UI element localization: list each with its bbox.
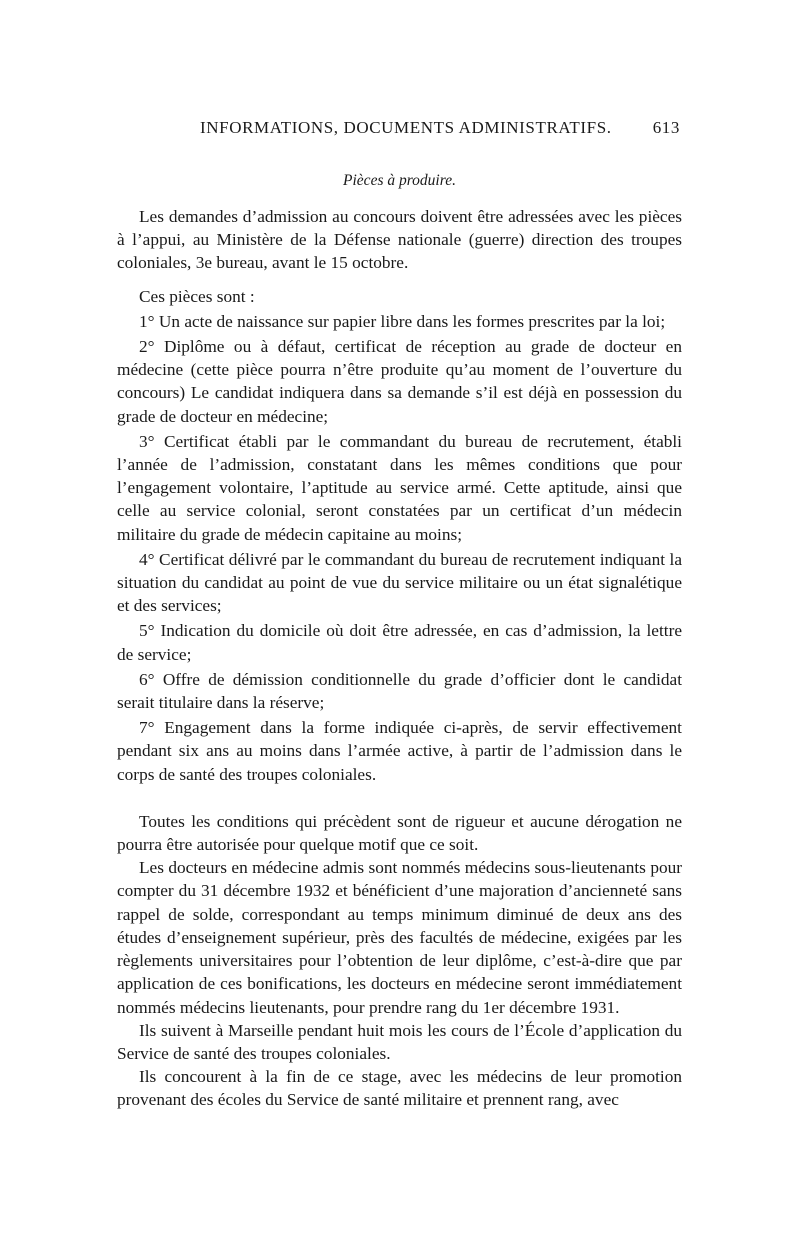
running-header	[117, 112, 682, 142]
body-paragraph-3: Ils suivent à Marseille pendant huit mois les cours de l’École d’application du Service de santé des troupes coloniales.	[117, 1020, 682, 1063]
body-paragraph-2: Les docteurs en médecine admis sont nommés médecins sous-lieutenants pour compter du 31 décembre 1932 et bénéficient d’une majoration d’ancienneté sans rappel de solde, correspondant au temps minimum diminué de deux ans des études d’enseignement supérieur, près des facultés de médecine, exigées par les règlements universitaires pour l’obtention de leur diplôme, c’est-à-dire que par application de ces bonifications, les docteurs en médecine seront immédiatement nommés médecins lieutenants, pour prendre rang du 1er décembre 1931.	[117, 858, 682, 1017]
list-item-7: 7° Engagement dans la forme indiquée ci-après, de servir effectivement pendant six ans au moins dans l’armée active, à partir de l’admission dans le corps de santé des troupes coloniales.	[117, 718, 682, 784]
list-item-3: 3° Certificat établi par le commandant du bureau de recrutement, établi l’année de l’admission, constatant dans les mêmes conditions que pour l’engagement volontaire, l’aptitude au service armé. Cette aptitude, ainsi que celle au service colonial, seront constatées par un certificat d’un médecin militaire du grade de médecin capitaine au moins;	[117, 431, 682, 544]
list-item-2: 2° Diplôme ou à défaut, certificat de réception au grade de docteur en médecine (cette pièce pourra n’être produite qu’au moment de l’ouverture du concours) Le candidat indiquera dans sa demande s’il est déjà en possession du grade de docteur en médecine;	[117, 337, 682, 426]
intro-paragraph: Les demandes d’admission au concours doivent être adressées avec les pièces à l’appui, au Ministère de la Défense nationale (guerre) direction des troupes coloniales, 3e bureau, avant le 15 octobre.	[117, 207, 682, 273]
list-item-1: 1° Un acte de naissance sur papier libre dans les formes prescrites par la loi;	[139, 311, 666, 331]
body-paragraph-1: Toutes les conditions qui précèdent sont de rigueur et aucune dérogation ne pourra être autorisée pour quelque motif que ce soit.	[117, 811, 682, 855]
header-title: INFORMATIONS, DOCUMENTS ADMINISTRATIFS.	[200, 118, 612, 137]
list-intro: Ces pièces sont :	[139, 286, 255, 306]
section-heading: Pièces à produire.	[343, 172, 456, 189]
list-item-5: 5° Indication du domicile où doit être adressée, en cas d’admission, la lettre de service;	[117, 621, 682, 664]
body-paragraph-4: Ils concourent à la fin de ce stage, avec les médecins de leur promotion provenant des écoles du Service de santé militaire et prennent rang, avec	[117, 1067, 682, 1110]
document-page	[117, 112, 682, 1112]
page-number: 613	[652, 118, 680, 137]
list-item-4: 4° Certificat délivré par le commandant du bureau de recrutement indiquant la situation du candidat au point de vue du service militaire ou un état signalétique et des services;	[117, 549, 682, 616]
list-item-6: 6° Offre de démission conditionnelle du grade d’officier dont le candidat serait titulaire dans la réserve;	[117, 669, 682, 713]
